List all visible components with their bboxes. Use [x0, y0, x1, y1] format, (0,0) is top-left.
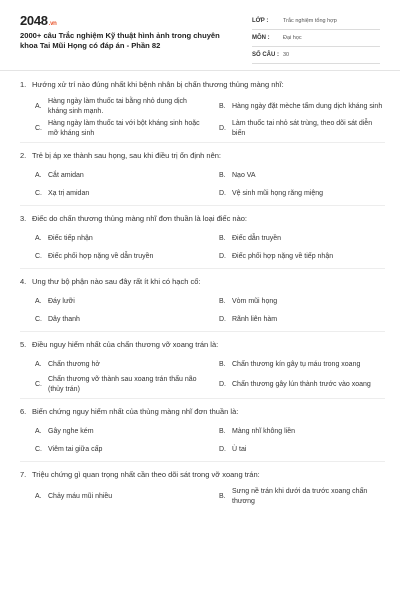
option-text: Chấn thương gây lún thành trước vào xoang [232, 381, 371, 388]
option-b[interactable] [214, 96, 386, 118]
option-text: Hàng ngày làm thuốc tai bằng nhỏ dung dịch kháng sinh mạnh. [48, 98, 187, 115]
meta-value: Đại học [283, 35, 302, 41]
question-6 [20, 407, 385, 462]
option-letter: A. [35, 235, 42, 242]
option-letter: C. [35, 190, 42, 197]
option-a[interactable] [30, 167, 202, 185]
option-letter: B. [219, 493, 226, 500]
option-letter: A. [35, 428, 42, 435]
option-text: Làm thuốc tai nhỏ sát trùng, theo dõi sát diễn biến [232, 120, 373, 137]
header-divider [0, 70, 400, 71]
question-7 [20, 470, 385, 508]
option-letter: A. [35, 298, 42, 305]
document-meta [252, 14, 380, 65]
question-stem [20, 407, 385, 417]
question-separator [20, 398, 385, 399]
option-letter: D. [219, 253, 226, 260]
question-stem [20, 80, 385, 90]
option-text: Điếc phối hợp nặng về tiếp nhận [232, 253, 334, 260]
option-d[interactable] [214, 311, 386, 329]
option-letter: B. [219, 172, 226, 179]
logo-suffix-text: .vn [48, 21, 57, 27]
option-text: Xạ trị amidan [48, 190, 90, 197]
option-b[interactable] [214, 293, 386, 311]
question-1 [20, 80, 385, 143]
question-number: 5. [20, 340, 27, 349]
option-letter: C. [35, 381, 42, 388]
option-grid [20, 230, 385, 266]
option-a[interactable] [30, 96, 202, 118]
option-text: Hàng ngày đặt mèche tẩm dung dịch kháng sinh [232, 103, 383, 110]
meta-value: Trắc nghiệm tổng hợp [283, 18, 337, 24]
option-letter: B. [219, 361, 226, 368]
option-b[interactable] [214, 486, 386, 508]
meta-key: LỚP : [252, 18, 269, 24]
meta-row-count [252, 48, 380, 64]
question-stem [20, 277, 385, 287]
option-text: Sưng nề trán khi dưới da trước xoang chấn thương [232, 488, 368, 505]
site-logo[interactable] [20, 13, 57, 28]
document-title: 2000+ câu Trắc nghiệm Kỹ thuật hình ảnh trong chuyên khoa Tai Mũi Họng có đáp án - Phần 82 [20, 31, 220, 50]
option-text: Chấn thương kín gây tụ máu trong xoang [232, 361, 361, 368]
question-4 [20, 277, 385, 332]
question-number: 1. [20, 80, 27, 89]
option-b[interactable] [214, 356, 386, 374]
question-stem [20, 470, 385, 480]
option-letter: D. [219, 381, 226, 388]
option-grid [20, 423, 385, 459]
option-text: Ù tai [232, 446, 247, 453]
option-letter: A. [35, 361, 42, 368]
option-letter: C. [35, 446, 42, 453]
meta-row-subject [252, 31, 380, 47]
option-letter: C. [35, 253, 42, 260]
question-3 [20, 214, 385, 269]
option-c[interactable] [30, 441, 202, 459]
question-number: 3. [20, 214, 27, 223]
option-b[interactable] [214, 230, 386, 248]
option-letter: A. [35, 103, 42, 110]
option-text: Viêm tai giữa cấp [48, 446, 103, 453]
question-separator [20, 331, 385, 332]
question-text: Ung thư bộ phận nào sau đây rất ít khi có hạch cổ: [32, 277, 201, 286]
option-letter: D. [219, 316, 226, 323]
question-number: 7. [20, 470, 27, 479]
option-text: Màng nhĩ không liền [232, 428, 296, 435]
option-text: Cắt amidan [48, 172, 84, 179]
question-text: Hướng xử trí nào đúng nhất khi bệnh nhân bị chấn thương thủng màng nhĩ: [32, 80, 284, 89]
meta-value: 30 [283, 52, 290, 58]
option-text: Vòm mũi họng [232, 298, 278, 305]
option-text: Nạo VA [232, 172, 256, 179]
option-d[interactable] [214, 248, 386, 266]
option-b[interactable] [214, 423, 386, 441]
question-text: Biến chứng nguy hiểm nhất của thủng màng nhĩ đơn thuần là: [32, 407, 239, 416]
question-separator [20, 142, 385, 143]
logo-main-text: 2048 [20, 13, 48, 28]
question-number: 2. [20, 151, 27, 160]
option-letter: C. [35, 125, 42, 132]
question-5 [20, 340, 385, 399]
option-letter: D. [219, 190, 226, 197]
option-d[interactable] [214, 441, 386, 459]
option-text: Dây thanh [48, 316, 80, 323]
question-stem [20, 151, 385, 161]
question-separator [20, 268, 385, 269]
option-letter: B. [219, 298, 226, 305]
option-text: Điếc tiếp nhận [48, 235, 93, 242]
option-grid [20, 167, 385, 203]
option-grid [20, 96, 385, 140]
question-number: 6. [20, 407, 27, 416]
option-a[interactable] [30, 486, 202, 508]
option-text: Điếc phối hợp nặng về dẫn truyền [48, 253, 154, 260]
page-header [0, 0, 400, 70]
option-text: Hàng ngày làm thuốc tai với bột kháng sinh hoặc mỡ kháng sinh [48, 120, 200, 137]
option-text: Chấn thương vỡ thành sau xoang trán thấu não (thủy trán) [48, 376, 197, 393]
question-separator [20, 205, 385, 206]
option-letter: D. [219, 125, 226, 132]
option-d[interactable] [214, 118, 386, 140]
option-grid [20, 486, 385, 508]
meta-row-class [252, 14, 380, 30]
option-letter: A. [35, 172, 42, 179]
question-text: Triệu chứng gì quan trọng nhất cần theo dõi sát trong vỡ xoang trán: [32, 470, 260, 479]
question-separator [20, 461, 385, 462]
question-text: Điều nguy hiểm nhất của chấn thương vỡ xoang trán là: [32, 340, 219, 349]
option-text: Đáy lưỡi [48, 298, 75, 305]
option-d[interactable] [214, 374, 386, 396]
option-c[interactable] [30, 248, 202, 266]
option-text: Điếc dẫn truyền [232, 235, 282, 242]
option-text: Rãnh liên hàm [232, 316, 278, 323]
option-text: Gây nghe kém [48, 428, 94, 435]
question-text: Điếc do chấn thương thủng màng nhĩ đơn thuần là loại điếc nào: [32, 214, 248, 223]
option-letter: B. [219, 428, 226, 435]
question-stem [20, 340, 385, 350]
option-letter: B. [219, 235, 226, 242]
option-c[interactable] [30, 185, 202, 203]
option-grid [20, 356, 385, 396]
option-d[interactable] [214, 185, 386, 203]
option-a[interactable] [30, 293, 202, 311]
meta-key: MÔN : [252, 35, 270, 41]
option-text: Chảy máu mũi nhiều [48, 493, 113, 500]
option-a[interactable] [30, 230, 202, 248]
question-list [20, 80, 385, 516]
option-letter: C. [35, 316, 42, 323]
option-c[interactable] [30, 118, 202, 140]
option-c[interactable] [30, 374, 202, 396]
meta-key: SỐ CÂU : [252, 52, 279, 58]
option-grid [20, 293, 385, 329]
question-number: 4. [20, 277, 27, 286]
question-text: Trẻ bị áp xe thành sau họng, sau khi điều trị ổn định nên: [32, 151, 222, 160]
option-text: Chấn thương hở [48, 361, 101, 368]
option-letter: B. [219, 103, 226, 110]
option-c[interactable] [30, 311, 202, 329]
option-a[interactable] [30, 423, 202, 441]
option-letter: A. [35, 493, 42, 500]
option-b[interactable] [214, 167, 386, 185]
question-2 [20, 151, 385, 206]
option-text: Vệ sinh mũi họng răng miệng [232, 190, 324, 197]
option-a[interactable] [30, 356, 202, 374]
question-stem [20, 214, 385, 224]
option-letter: D. [219, 446, 226, 453]
